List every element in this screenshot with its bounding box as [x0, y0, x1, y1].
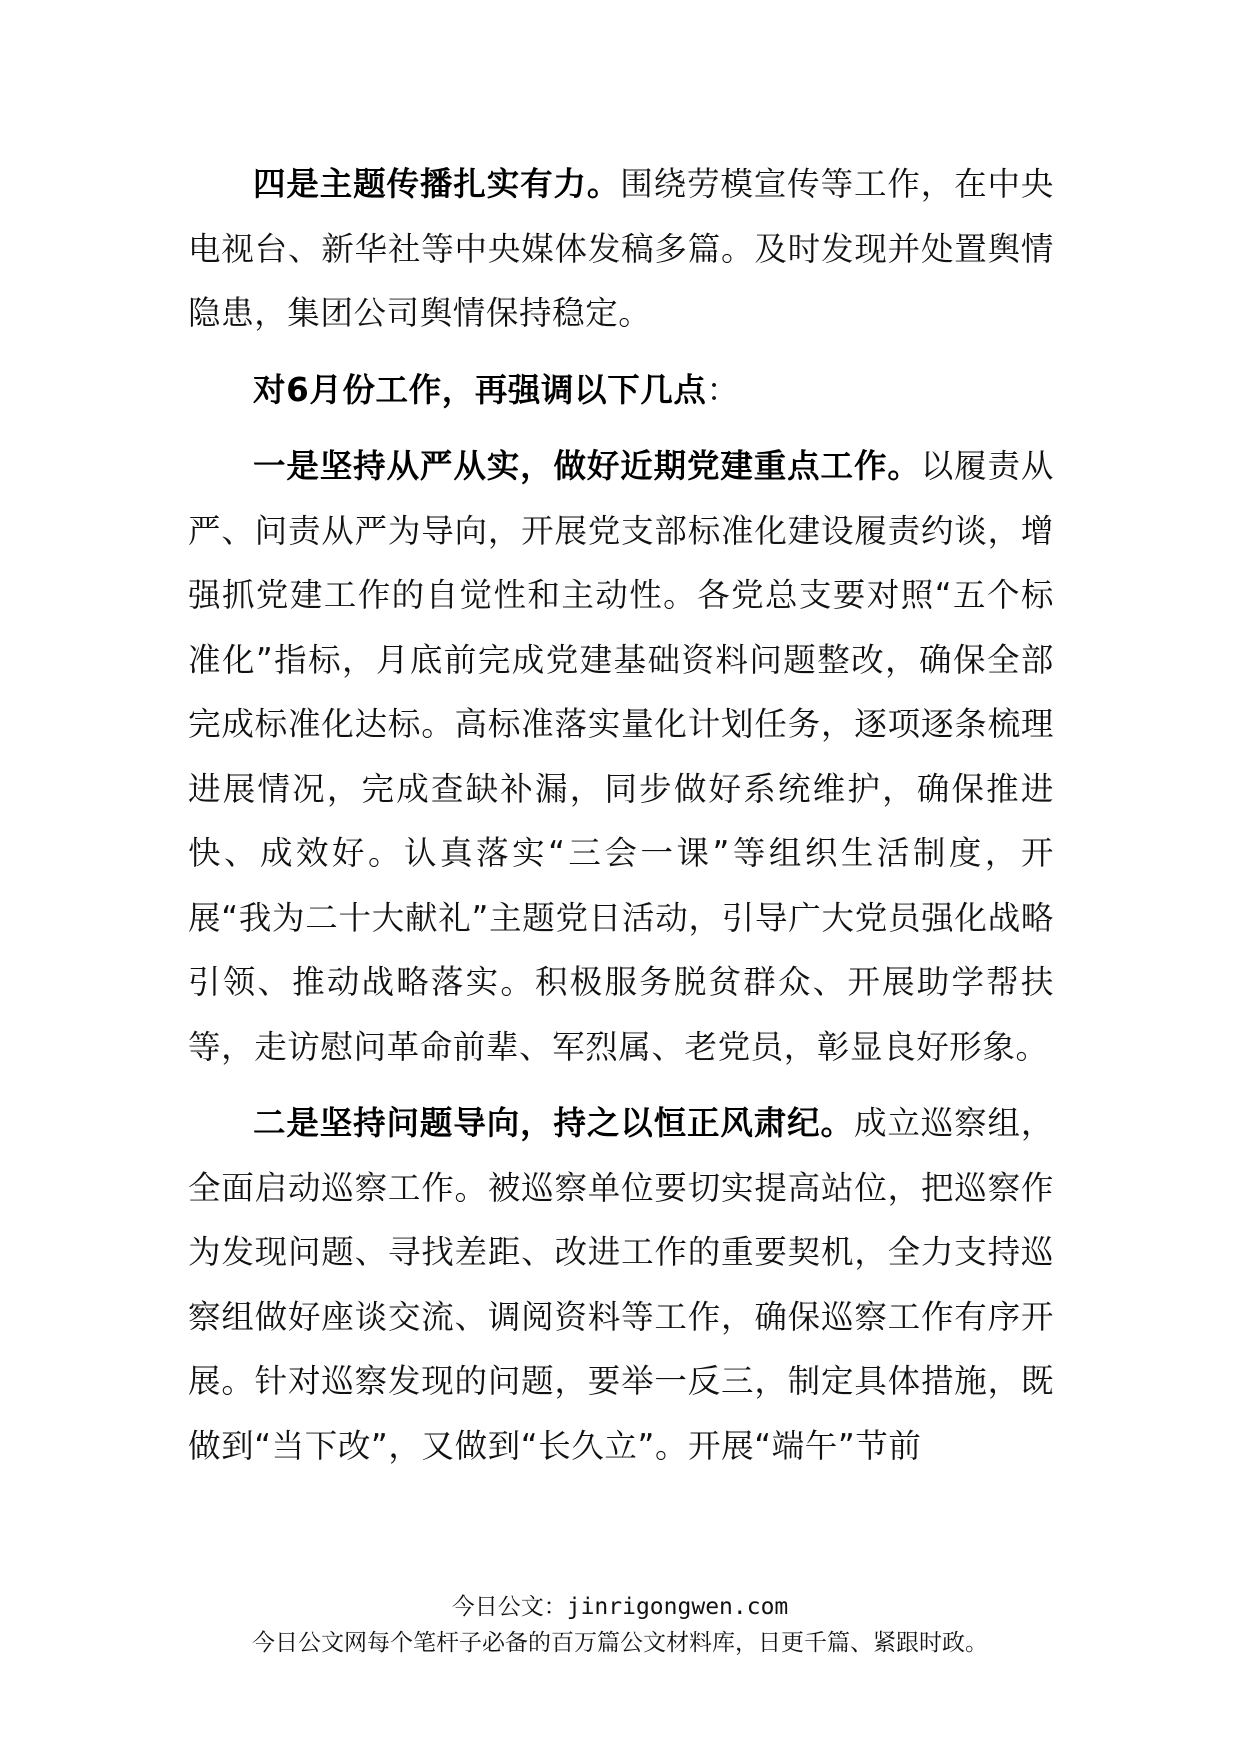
- footer-site-url[interactable]: jinrigongwen.com: [566, 1594, 789, 1620]
- paragraph-heading: 一是坚持从严从实，做好近期党建重点工作。: [253, 447, 921, 485]
- paragraph-discipline: [188, 1091, 1054, 1478]
- paragraph-party-building: [188, 434, 1054, 1079]
- footer-tagline: 今日公文网每个笔杆子必备的百万篇公文材料库，日更千篇、紧跟时政。: [252, 1630, 988, 1656]
- paragraph-heading: 对6月份工作，再强调以下几点: [253, 370, 707, 409]
- document-body: [188, 152, 1054, 1490]
- paragraph-text: 成立巡察组，全面启动巡察工作。被巡察单位要切实提高站位，把巡察作为发现问题、寻找差距、改进工作的重要契机，全力支持巡察组做好座谈交流、调阅资料等工作，确保巡察工作有序开展。针对巡察发现的问题，要举一反三，制定具体措施，既做到“当下改”，又做到“长久立”。开展“端午”节前: [188, 1104, 1054, 1465]
- footer-site-label: 今日公文：: [451, 1594, 567, 1620]
- footer-site-line: [0, 1588, 1240, 1621]
- paragraph-theme-communication: [188, 152, 1054, 346]
- paragraph-heading: 二是坚持问题导向，持之以恒正风肃纪。: [253, 1104, 854, 1142]
- paragraph-heading: 四是主题传播扎实有力。: [253, 165, 621, 203]
- paragraph-text: ：: [706, 370, 740, 409]
- paragraph-june-emphasis: [188, 358, 1054, 423]
- paragraph-text: 围绕劳模宣传等工作，在中央电视台、新华社等中央媒体发稿多篇。及时发现并处置舆情隐患，集团公司舆情保持稳定。: [188, 165, 1054, 332]
- paragraph-text: 以履责从严、问责从严为导向，开展党支部标准化建设履责约谈，增强抓党建工作的自觉性和主动性。各党总支要对照“五个标准化”指标，月底前完成党建基础资料问题整改，确保全部完成标准化达标。高标准落实量化计划任务，逐项逐条梳理进展情况，完成查缺补漏，同步做好系统维护，确保推进快、成效好。认真落实“三会一课”等组织生活制度，开展“我为二十大献礼”主题党日活动，引导广大党员强化战略引领、推动战略落实。积极服务脱贫群众、开展助学帮扶等，走访慰问革命前辈、军烈属、老党员，彰显良好形象。: [188, 447, 1054, 1066]
